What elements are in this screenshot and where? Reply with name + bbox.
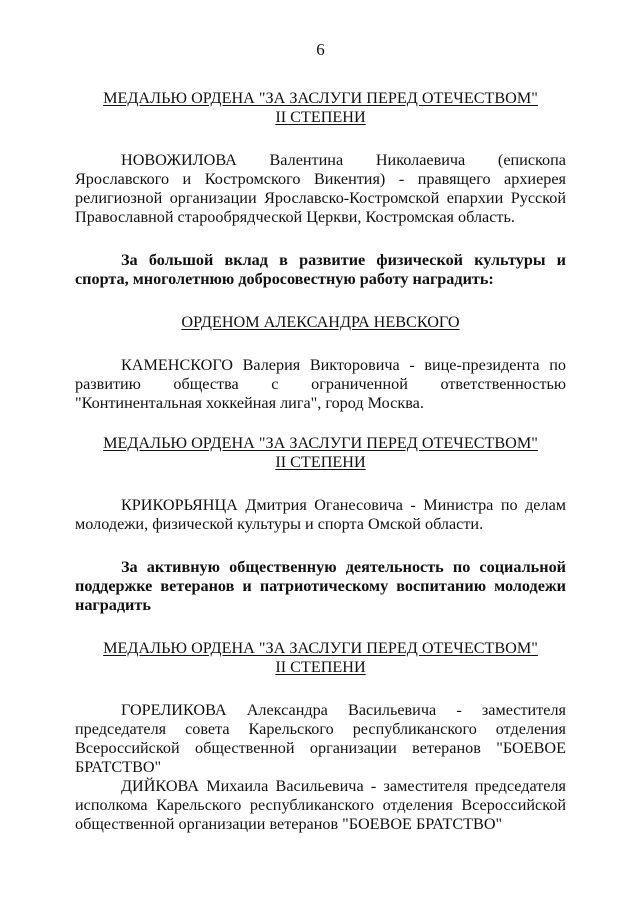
resolution-veterans: За активную общественную деятельность по социальной поддержке ветеранов и патриотическому воспитанию молодежи наградить xyxy=(75,558,566,614)
page-number: 6 xyxy=(316,40,325,59)
award-heading-medal-1 xyxy=(75,89,566,127)
awardee-kamensky: КАМЕНСКОГО Валерия Викторовича - вице-президента по развитию общества с ограниченной ответственностью "Континентальная хоккейная лига", город Москва. xyxy=(75,356,566,412)
award-heading-medal-2 xyxy=(75,434,566,472)
heading-line: МЕДАЛЬЮ ОРДЕНА "ЗА ЗАСЛУГИ ПЕРЕД ОТЕЧЕСТВОМ" xyxy=(103,434,538,452)
heading-line: II СТЕПЕНИ xyxy=(275,108,366,126)
resolution-sport: За большой вклад в развитие физической культуры и спорта, многолетнюю добросовестную работу наградить: xyxy=(75,251,566,288)
heading-line: МЕДАЛЬЮ ОРДЕНА "ЗА ЗАСЛУГИ ПЕРЕД ОТЕЧЕСТВОМ" xyxy=(103,89,538,107)
heading-line: ОРДЕНОМ АЛЕКСАНДРА НЕВСКОГО xyxy=(181,313,460,331)
awardee-krikoryants: КРИКОРЬЯНЦА Дмитрия Оганесовича - Министра по делам молодежи, физической культуры и спорта Омской области. xyxy=(75,496,566,533)
awardee-diykov: ДИЙКОВА Михаила Васильевича - заместителя председателя исполкома Карельского республиканского отделения Всероссийской общественной организации ветеранов "БОЕВОЕ БРАТСТВО" xyxy=(75,777,566,833)
awardee-gorelikov: ГОРЕЛИКОВА Александра Васильевича - заместителя председателя совета Карельского республиканского отделения Всероссийской общественной организации ветеранов "БОЕВОЕ БРАТСТВО" xyxy=(75,701,566,776)
heading-line: МЕДАЛЬЮ ОРДЕНА "ЗА ЗАСЛУГИ ПЕРЕД ОТЕЧЕСТВОМ" xyxy=(103,639,538,657)
heading-line: II СТЕПЕНИ xyxy=(275,658,366,676)
awardee-novozhilov: НОВОЖИЛОВА Валентина Николаевича (епископа Ярославского и Костромского Викентия) - правящего архиерея религиозной организации Ярославско-Костромской епархии Русской Православной старообрядческой Церкви, Костромская область. xyxy=(75,151,566,226)
award-heading-medal-3 xyxy=(75,639,566,677)
award-heading-nevsky xyxy=(75,313,566,332)
heading-line: II СТЕПЕНИ xyxy=(275,453,366,471)
